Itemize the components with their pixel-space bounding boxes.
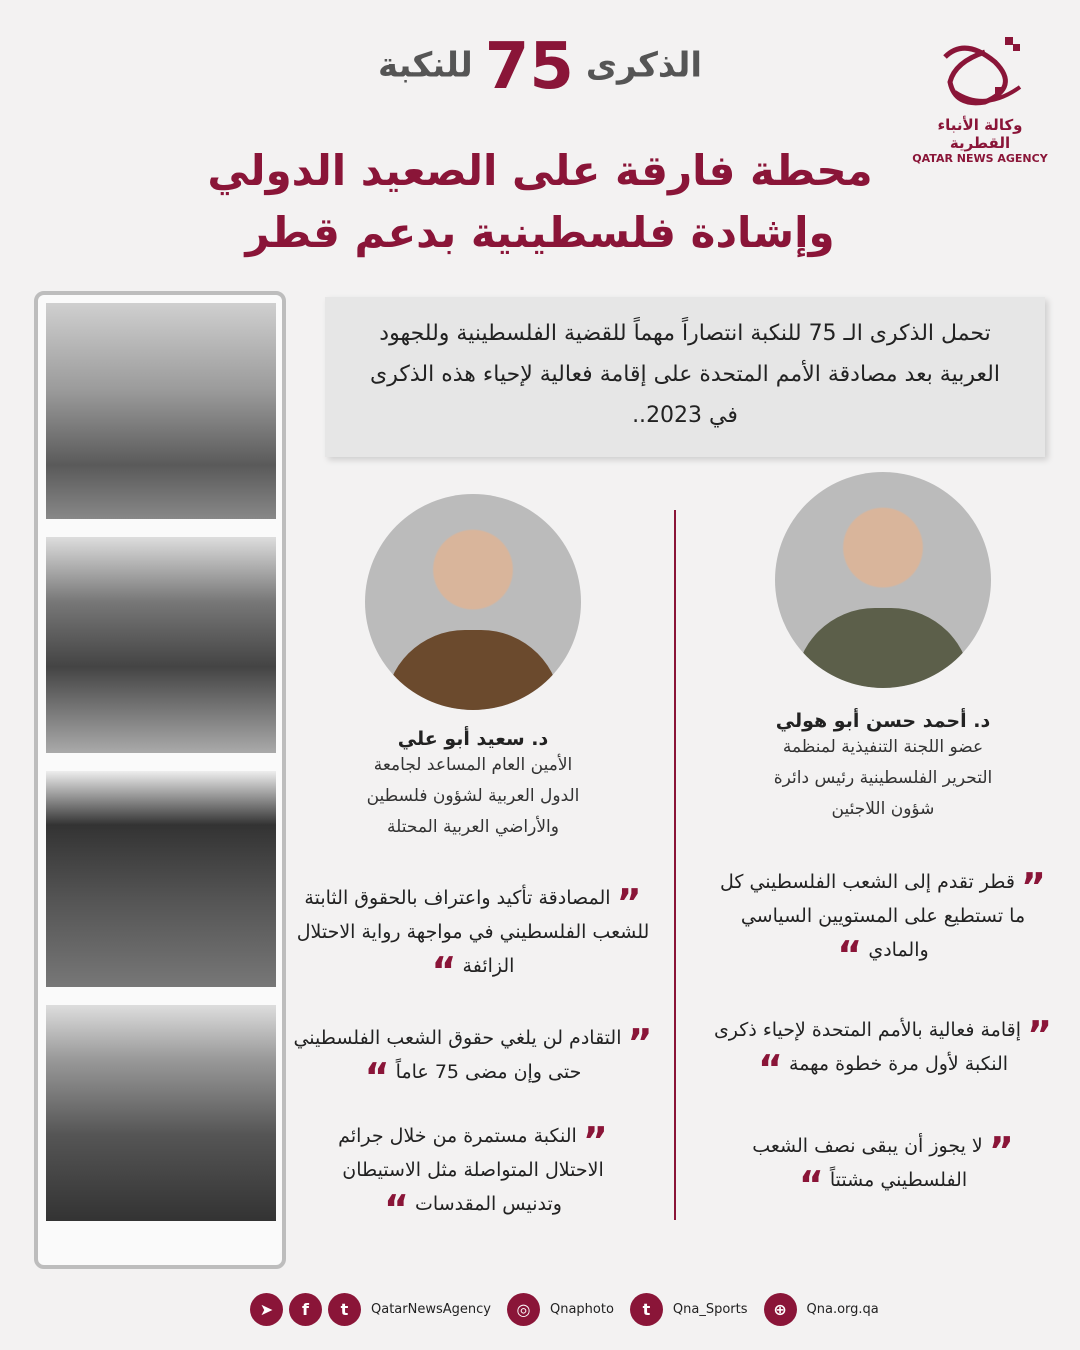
quote-close-icon: “ xyxy=(364,1055,390,1099)
person-role: شؤون اللاجئين xyxy=(831,799,935,819)
avatar xyxy=(775,472,991,688)
column-divider xyxy=(674,510,676,1220)
quote-text: لا يجوز أن يبقى نصف الشعب الفلسطيني مشتتاً xyxy=(752,1135,983,1191)
quote-open-icon: ” xyxy=(616,881,642,925)
facebook-icon[interactable]: f xyxy=(289,1293,322,1326)
title-line-2: وإشادة فلسطينية بدعم قطر xyxy=(245,208,835,257)
quote-close-icon: “ xyxy=(384,1187,409,1231)
qna-logo-icon xyxy=(925,32,1035,112)
person-card-abu-holy xyxy=(703,472,1063,1207)
person-name: د. سعيد أبو علي xyxy=(397,728,549,750)
quote-text: النكبة مستمرة من خلال جرائم الاحتلال المتواصلة مثل الاستيطان وتدنيس المقدسات xyxy=(338,1125,604,1215)
nakba-photo xyxy=(46,303,276,519)
header-heading xyxy=(300,30,780,104)
header-number: 75 xyxy=(484,30,574,104)
quote-text: قطر تقدم إلى الشعب الفلسطيني كل ما تستطيع على المستويين السياسي والمادي xyxy=(719,871,1026,961)
quote-close-icon: “ xyxy=(837,933,863,977)
quote xyxy=(703,1129,1063,1207)
quote-close-icon: “ xyxy=(798,1163,824,1207)
qna-logo xyxy=(905,32,1055,165)
quote-text: التقادم لن يلغي حقوق الشعب الفلسطيني حتى وإن مضى 75 عاماً xyxy=(293,1027,622,1083)
quote-text: المصادقة تأكيد واعتراف بالحقوق الثابتة للشعب الفلسطيني في مواجهة رواية الاحتلال الزائفة xyxy=(296,887,650,977)
page-title xyxy=(160,140,920,264)
nakba-photo xyxy=(46,1005,276,1221)
quote-open-icon: ” xyxy=(1021,865,1046,909)
avatar xyxy=(365,494,581,710)
person-role: والأراضي العربية المحتلة xyxy=(386,817,559,837)
instagram-icon[interactable]: ◎ xyxy=(507,1293,540,1326)
quote-open-icon: ” xyxy=(582,1119,608,1163)
social-handle-instagram[interactable]: Qnaphoto xyxy=(549,1301,614,1317)
quote xyxy=(703,1013,1063,1091)
globe-icon[interactable]: ⊕ xyxy=(764,1293,797,1326)
quote-open-icon: ” xyxy=(988,1129,1014,1173)
nakba-photo xyxy=(46,771,276,987)
social-handle-qatarnewsagency[interactable]: QatarNewsAgency xyxy=(371,1301,491,1317)
person-role: الأمين العام المساعد لجامعة xyxy=(373,755,573,775)
header-prefix: الذكرى xyxy=(585,45,702,86)
person-role: الدول العربية لشؤون فلسطين xyxy=(366,786,580,806)
person-role: التحرير الفلسطينية رئيس دائرة xyxy=(773,768,993,788)
quote-open-icon: ” xyxy=(627,1021,653,1065)
quote-close-icon: “ xyxy=(431,949,457,993)
person-name: د. أحمد حسن أبو هولي xyxy=(775,710,991,732)
person-card-abu-ali xyxy=(293,494,653,1231)
quote-open-icon: ” xyxy=(1027,1013,1053,1057)
quote-text: إقامة فعالية بالأمم المتحدة لإحياء ذكرى النكبة لأول مرة خطوة مهمة xyxy=(713,1019,1022,1075)
social-handle-sports[interactable]: Qna_Sports xyxy=(672,1301,748,1317)
quote xyxy=(293,1119,653,1231)
person-role: عضو اللجنة التنفيذية لمنظمة xyxy=(782,737,984,757)
social-footer xyxy=(250,1292,889,1326)
logo-english: QATAR NEWS AGENCY xyxy=(912,152,1048,165)
logo-arabic: وكالة الأنباء القطرية xyxy=(937,116,1023,152)
website-link[interactable]: Qna.org.qa xyxy=(806,1301,879,1317)
historical-photo-strip xyxy=(34,291,286,1269)
quote xyxy=(703,865,1063,977)
telegram-icon[interactable]: ➤ xyxy=(250,1293,283,1326)
intro-box: تحمل الذكرى الـ 75 للنكبة انتصاراً مهماً للقضية الفلسطينية وللجهود العربية بعد مصادقة الأمم المتحدة على إقامة فعالية لإحياء هذه الذكرى في 2023.. xyxy=(325,297,1045,457)
title-line-1: محطة فارقة على الصعيد الدولي xyxy=(207,146,873,195)
twitter-icon[interactable]: t xyxy=(630,1293,663,1326)
nakba-photo xyxy=(46,537,276,753)
header-suffix: للنكبة xyxy=(377,45,473,86)
quote xyxy=(293,881,653,993)
quote-close-icon: “ xyxy=(757,1047,783,1091)
twitter-icon[interactable]: t xyxy=(328,1293,361,1326)
quote xyxy=(293,1021,653,1099)
